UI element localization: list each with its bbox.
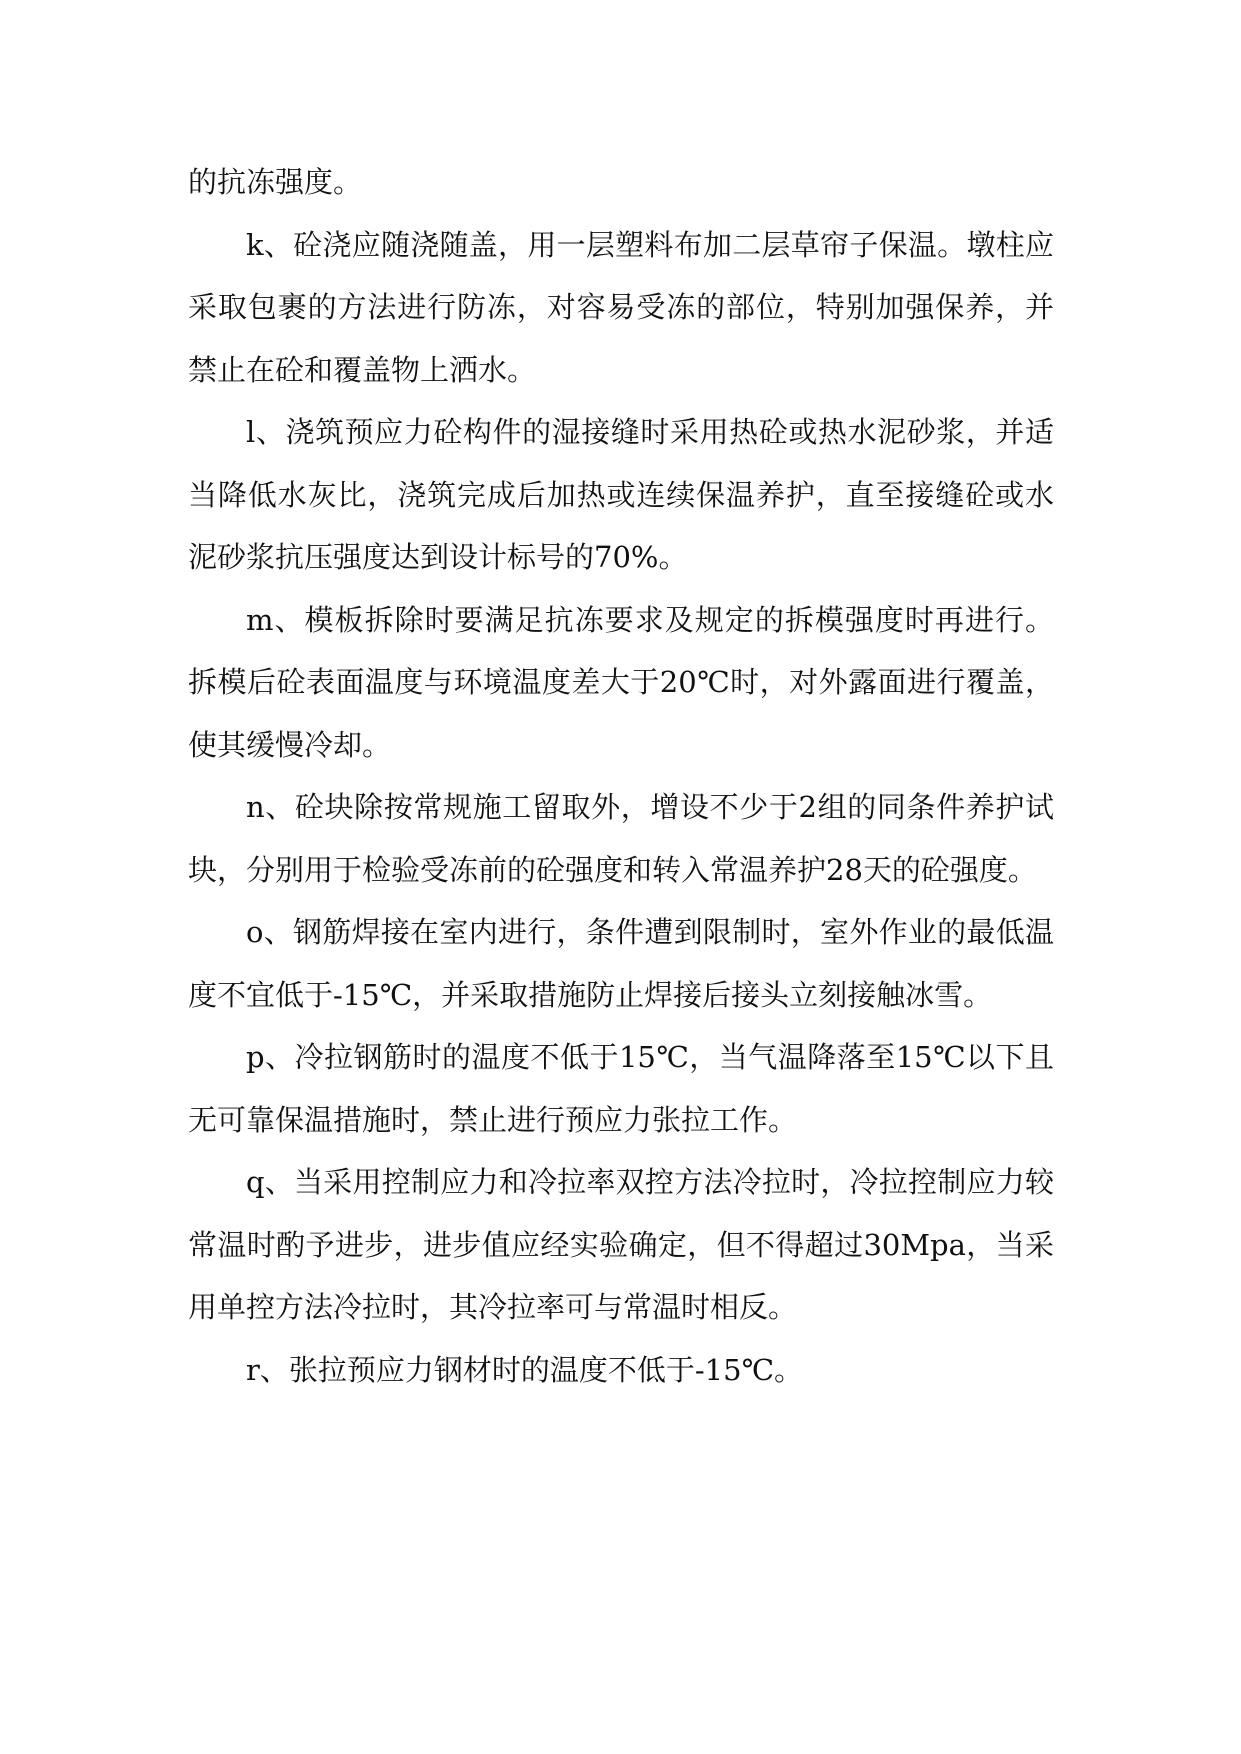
paragraph-item-k: k、砼浇应随浇随盖，用一层塑料布加二层草帘子保温。墩柱应采取包裹的方法进行防冻，对容易受冻的部位，特别加强保养，并禁止在砼和覆盖物上洒水。	[188, 227, 1054, 387]
paragraph-item-m: m、模板拆除时要满足抗冻要求及规定的拆模强度时再进行。拆模后砼表面温度与环境温度差大于20℃时，对外露面进行覆盖，使其缓慢冷却。	[188, 602, 1054, 762]
paragraph-item-l: l、浇筑预应力砼构件的湿接缝时采用热砼或热水泥砂浆，并适当降低水灰比，浇筑完成后加热或连续保温养护，直至接缝砼或水泥砂浆抗压强度达到设计标号的70%。	[188, 415, 1054, 574]
paragraph-item-n: n、砼块除按常规施工留取外，增设不少于2组的同条件养护试块，分别用于检验受冻前的砼强度和转入常温养护28天的砼强度。	[188, 790, 1054, 887]
paragraph-item-o: o、钢筋焊接在室内进行，条件遭到限制时，室外作业的最低温度不宜低于-15℃，并采取措施防止焊接后接头立刻接触冰雪。	[188, 915, 1054, 1012]
paragraph-item-r: r、张拉预应力钢材时的温度不低于-15℃。	[246, 1352, 804, 1387]
paragraph-item-p: p、冷拉钢筋时的温度不低于15℃，当气温降落至15℃以下且无可靠保温措施时，禁止进行预应力张拉工作。	[188, 1040, 1054, 1137]
document-page	[188, 151, 1054, 1401]
paragraph-item-q: q、当采用控制应力和冷拉率双控方法冷拉时，冷拉控制应力较常温时酌予进步，进步值应经实验确定，但不得超过30Mpa，当采用单控方法冷拉时，其冷拉率可与常温时相反。	[188, 1165, 1054, 1324]
paragraph-continuation: 的抗冻强度。	[188, 165, 363, 199]
